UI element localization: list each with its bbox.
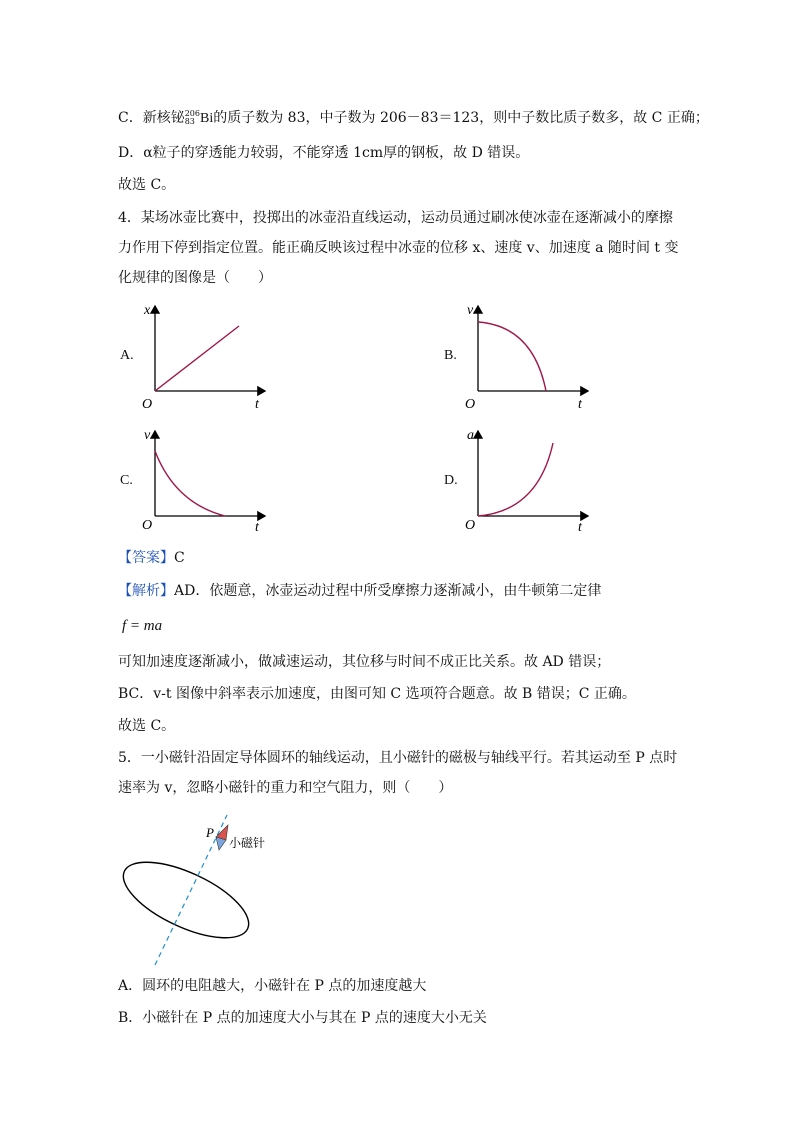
choose-c-2: 故选 C。: [118, 718, 176, 734]
analysis-line-1: [118, 581, 601, 601]
graph-d-origin: O: [465, 518, 476, 533]
answer-tag: 【答案】: [118, 550, 174, 566]
graph-c-origin: O: [142, 518, 153, 533]
option-c-explanation: [118, 108, 709, 129]
point-p-label: P: [206, 825, 214, 840]
formula: f = ma: [122, 618, 163, 634]
answer-value: C: [174, 550, 185, 566]
q4-line-1: 4．某场冰壶比赛中，投掷出的冰壶沿直线运动，运动员通过刷冰使冰壶在逐渐减小的摩擦: [118, 210, 673, 226]
q4-line-2: 力作用下停到指定位置。能正确反映该过程中冰壶的位移 x、速度 v、加速度 a 随时间 t 变: [118, 240, 679, 256]
q5-line-2: 速率为 v，忽略小磁针的重力和空气阻力，则（ ）: [118, 780, 453, 796]
magnet-ring-figure: [115, 815, 315, 975]
graph-b-x-label: t: [578, 397, 582, 412]
analysis-tag: 【解析】: [118, 583, 174, 599]
graph-c: [140, 423, 280, 538]
graph-a-origin: O: [142, 397, 153, 412]
graph-c-x-label: t: [255, 520, 259, 535]
q5-option-b: B．小磁针在 P 点的加速度大小与其在 P 点的速度大小无关: [118, 1010, 487, 1026]
q5-option-a: A．圆环的电阻越大，小磁针在 P 点的加速度越大: [118, 978, 427, 994]
graph-b: [463, 298, 603, 413]
graph-a-curve: [155, 326, 239, 391]
choose-c-1: 故选 C。: [118, 177, 176, 193]
nuclide-mass-number: 206: [184, 109, 200, 118]
c-prefix: C．新核铋: [118, 110, 185, 126]
graph-c-curve: [155, 451, 225, 516]
nuclide-numbers: [185, 110, 200, 126]
graph-b-y-label: v: [467, 303, 474, 318]
graph-d-x-label: t: [578, 520, 582, 535]
graph-a-y-label: x: [144, 303, 151, 318]
graph-d-label: D.: [444, 473, 458, 488]
analysis-text-1: AD．依题意，冰壶运动过程中所受摩擦力逐渐减小，由牛顿第二定律: [174, 583, 602, 599]
graph-a-label: A.: [120, 348, 134, 363]
analysis-line-2: 可知加速度逐渐减小，做减速运动，其位移与时间不成正比关系。故 AD 错误；: [118, 654, 611, 670]
graph-b-curve: [478, 322, 546, 391]
graph-a: [140, 298, 280, 413]
magnet-label: 小磁针: [229, 836, 266, 850]
graph-d-y-label: a: [467, 428, 474, 443]
q4-line-3: 化规律的图像是（ ）: [118, 270, 272, 286]
graph-d: [463, 423, 603, 538]
nuclide-symbol: Bi: [200, 111, 214, 126]
analysis-line-3: BC．v-t 图像中斜率表示加速度，由图可知 C 选项符合题意。故 B 错误；C 正确。: [118, 686, 636, 702]
graph-a-x-label: t: [255, 397, 259, 412]
graph-c-label: C.: [120, 473, 133, 488]
graph-b-label: B.: [444, 348, 457, 363]
graph-b-origin: O: [465, 397, 476, 412]
option-d-explanation: D．α粒子的穿透能力较弱，不能穿透 1cm厚的钢板，故 D 错误。: [118, 145, 530, 161]
graph-c-y-label: v: [144, 428, 151, 443]
answer-line: [118, 548, 185, 568]
c-suffix: 的质子数为 83，中子数为 206－83＝123，则中子数比质子数多，故 C 正确；: [213, 110, 709, 126]
nuclide-atomic-number: 83: [184, 117, 195, 126]
q5-line-1: 5．一小磁针沿固定导体圆环的轴线运动，且小磁针的磁极与轴线平行。若其运动至 P 点时: [118, 750, 678, 766]
graph-d-curve: [478, 443, 553, 516]
conducting-ring: [115, 847, 259, 953]
